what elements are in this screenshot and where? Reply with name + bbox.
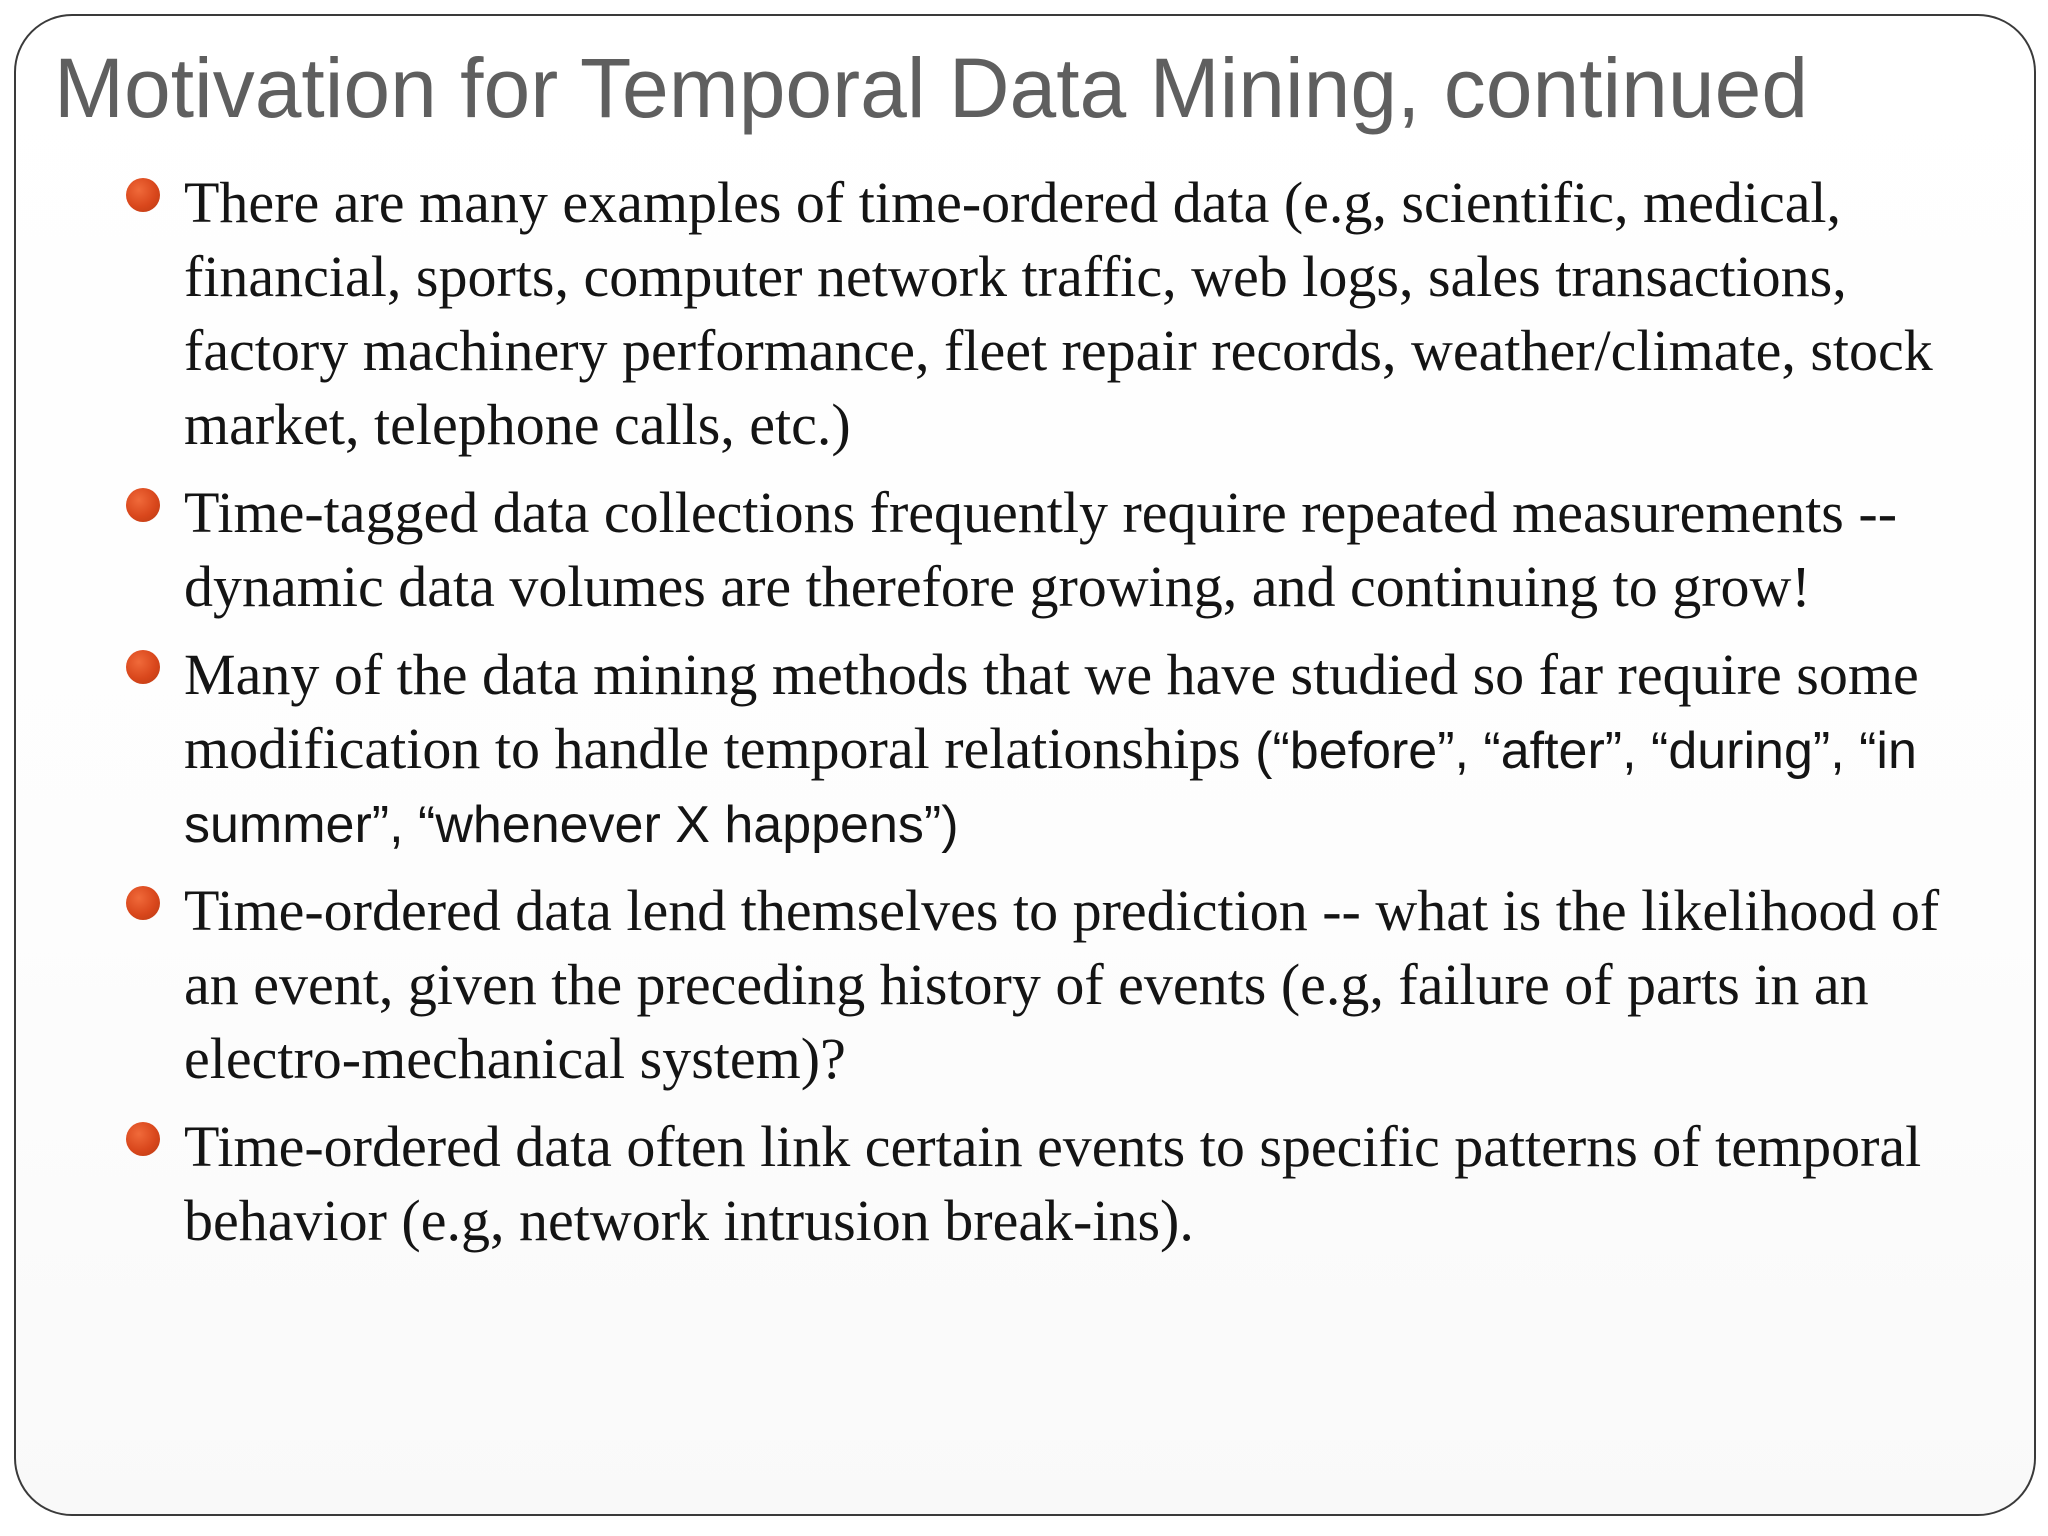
bullet-dot-icon — [126, 488, 160, 522]
bullet-dot-icon — [126, 886, 160, 920]
temporal-relations-examples: (“before”, “after”, “during”, “in summer”, “whenever X happens”) — [184, 722, 1917, 854]
bullet-item-1 — [126, 166, 1986, 462]
bullet-text: Time-ordered data often link certain events to specific patterns of temporal behavior (e.g, network intrusion break-ins). — [184, 1114, 1922, 1253]
bullet-item-3 — [126, 638, 1986, 860]
slide-title: Motivation for Temporal Data Mining, continued — [54, 41, 1809, 135]
bullet-text: Many of the data mining methods that we have studied so far require some modification to handle temporal relationships — [184, 642, 1919, 781]
bullet-item-2 — [126, 476, 1986, 624]
slide-frame — [14, 14, 2036, 1516]
bullet-text: Time-tagged data collections frequently require repeated measurements -- dynamic data volumes are therefore growing, and continuing to grow! — [184, 480, 1898, 619]
bullet-item-4 — [126, 874, 1986, 1096]
bullet-item-5 — [126, 1110, 1986, 1258]
bullet-text: Time-ordered data lend themselves to prediction -- what is the likelihood of an event, given the preceding history of events (e.g, failure of parts in an electro-mechanical system)? — [184, 878, 1940, 1091]
bullet-dot-icon — [126, 650, 160, 684]
bullet-dot-icon — [126, 178, 160, 212]
bullet-dot-icon — [126, 1122, 160, 1156]
bullet-list — [126, 166, 1986, 1272]
bullet-text: There are many examples of time-ordered data (e.g, scientific, medical, financial, sports, computer network traffic, web logs, sales transactions, factory machinery performance, fleet repair records, weather/climate, stock market, telephone calls, etc.) — [184, 170, 1933, 457]
